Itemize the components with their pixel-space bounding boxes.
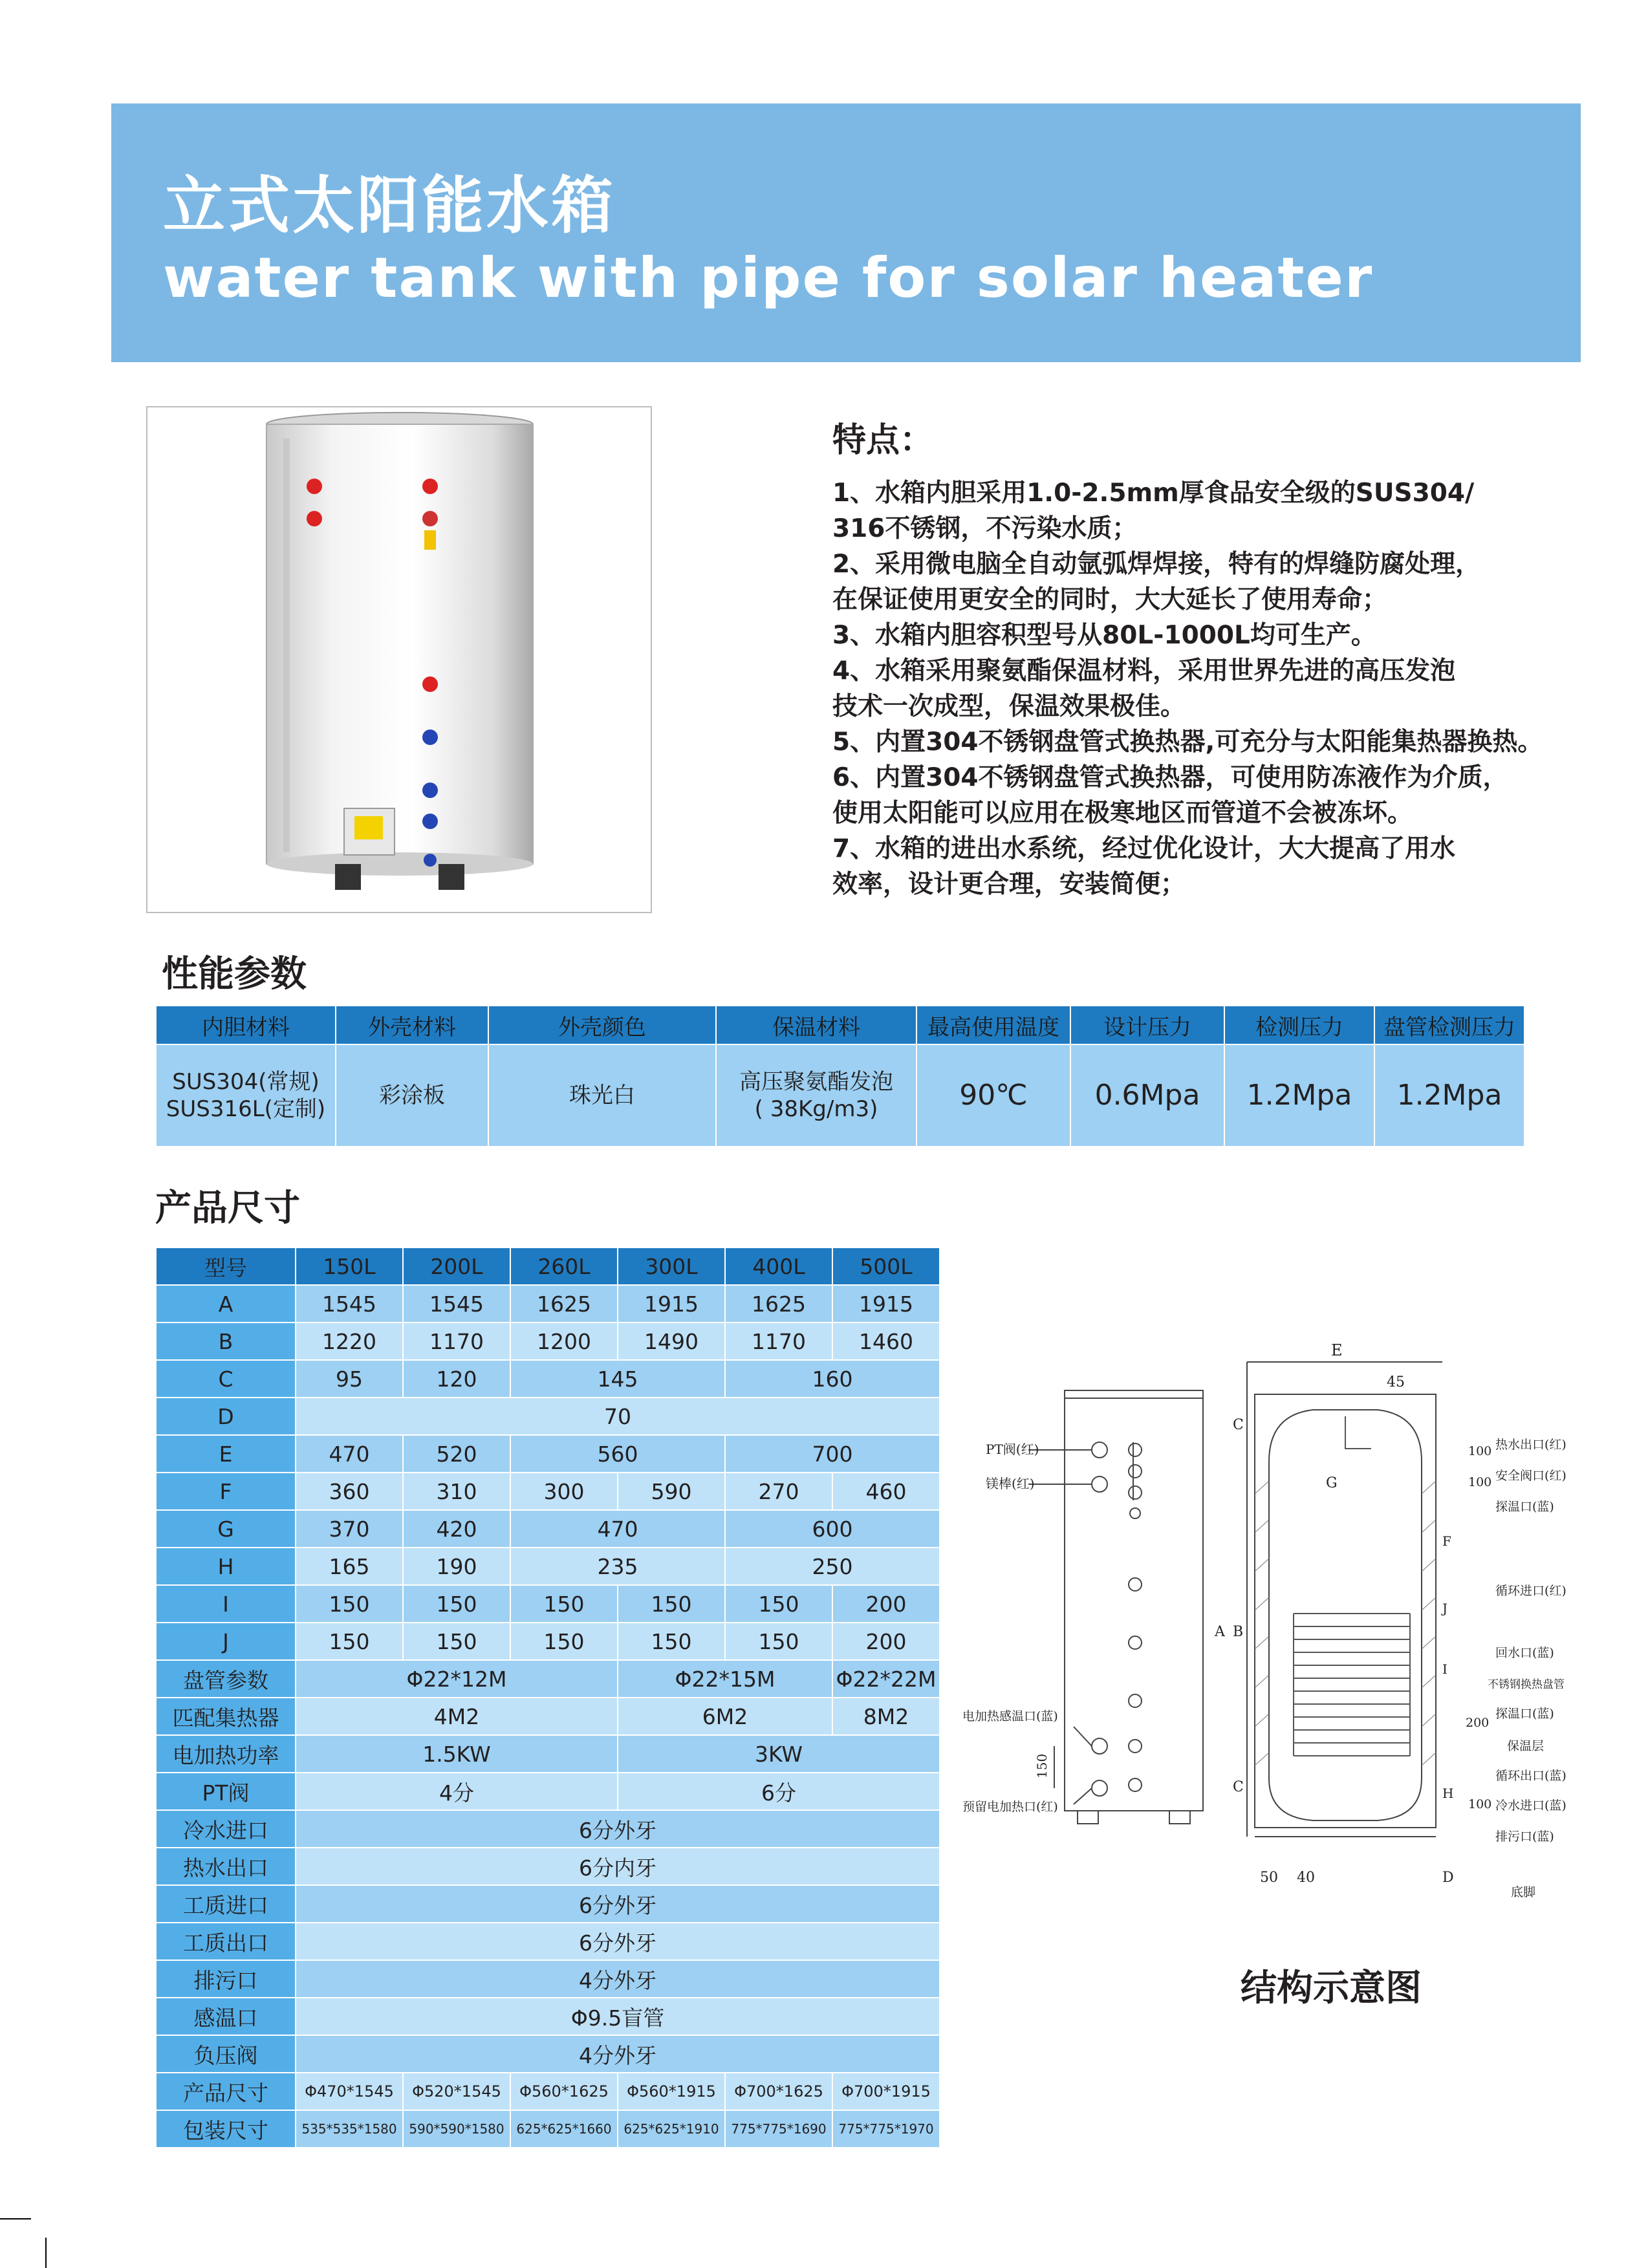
cell: 1.5KW [296, 1735, 618, 1773]
row-label: G [156, 1510, 296, 1548]
dim-row-medium-in [156, 1885, 940, 1923]
header-cell: 内胆材料 [156, 1006, 336, 1044]
cell: 150 [510, 1623, 618, 1660]
features-list [832, 475, 1628, 902]
feature-line: 316不锈钢，不污染水质； [832, 514, 1138, 543]
crop-mark [45, 2238, 47, 2268]
insulation-line: ( 38Kg/m3) [754, 1096, 878, 1122]
cell: Φ700*1915 [832, 2073, 940, 2110]
front-view-outline [1028, 1390, 1203, 1824]
cell: Φ9.5盲管 [296, 1998, 940, 2035]
label-heater-port: 预留电加热口(红) [962, 1800, 1058, 1814]
cell: Φ22*12M [296, 1660, 618, 1698]
label-foot: 底脚 [1511, 1885, 1536, 1899]
cell: 150 [510, 1585, 618, 1623]
cell: 1490 [618, 1323, 725, 1360]
cell: 270 [725, 1473, 832, 1510]
cell: 150 [403, 1585, 510, 1623]
cell: 70 [296, 1398, 940, 1435]
cell: 310 [403, 1473, 510, 1510]
label-e: E [1331, 1341, 1343, 1359]
row-label: 感温口 [156, 1998, 296, 2035]
cell: 6分外牙 [296, 1810, 940, 1848]
cell: 360 [296, 1473, 403, 1510]
cell: 470 [296, 1435, 403, 1473]
page-subtitle: water tank with pipe for solar heater [163, 246, 1374, 310]
row-label: 排污口 [156, 1960, 296, 1998]
dim-row-coil [156, 1660, 940, 1698]
dimensions-title: 产品尺寸 [155, 1187, 300, 1229]
label-hot-out: 热水出口(红) [1495, 1438, 1567, 1452]
design-pressure-cell: 0.6Mpa [1070, 1044, 1224, 1147]
inner-material-line: SUS304(常规) [172, 1069, 320, 1095]
max-temp-cell: 90℃ [916, 1044, 1070, 1147]
cell: 200 [832, 1623, 940, 1660]
row-label: F [156, 1473, 296, 1510]
cell: 150 [618, 1585, 725, 1623]
cell: 3KW [618, 1735, 940, 1773]
cell: 520 [403, 1435, 510, 1473]
section-port-labels [1488, 1438, 1567, 1899]
row-label: E [156, 1435, 296, 1473]
row-label: B [156, 1323, 296, 1360]
cell: 590*590*1580 [403, 2110, 510, 2148]
dim-row-heater [156, 1735, 940, 1773]
cell: 460 [832, 1473, 940, 1510]
dim-row-size [156, 2073, 940, 2110]
cell: 150 [725, 1623, 832, 1660]
diagram-caption: 结构示意图 [1241, 1967, 1422, 2009]
cell: 6分外牙 [296, 1885, 940, 1923]
cell: 535*535*1580 [296, 2110, 403, 2148]
feature-line: 技术一次成型，保温效果极佳。 [832, 692, 1186, 721]
dim-row-b [156, 1323, 940, 1360]
label-100-b: 100 [1468, 1475, 1492, 1489]
dim-row-collector [156, 1698, 940, 1735]
insulation-line: 高压聚氨酯发泡 [739, 1069, 893, 1095]
label-200: 200 [1466, 1716, 1490, 1730]
label-cold-in: 冷水进口(蓝) [1495, 1798, 1567, 1813]
row-label: 工质进口 [156, 1885, 296, 1923]
label-drain: 排污口(蓝) [1495, 1830, 1554, 1844]
row-label: 产品尺寸 [156, 2073, 296, 2110]
performance-table [155, 1005, 1525, 1147]
cell: 4分 [296, 1773, 618, 1810]
label-pt-valve: PT阀(红) [986, 1442, 1039, 1457]
cell: 1170 [403, 1323, 510, 1360]
dim-row-c [156, 1360, 940, 1398]
label-a: A [1215, 1624, 1225, 1640]
cell: 1915 [618, 1285, 725, 1323]
cell: 4分外牙 [296, 1960, 940, 1998]
inner-material-line: SUS316L(定制) [166, 1096, 326, 1122]
label-loop-in: 循环进口(红) [1495, 1584, 1567, 1598]
feature-line: 6、内置304不锈钢盘管式换热器，可使用防冻液作为介质， [832, 763, 1508, 792]
cell: 420 [403, 1510, 510, 1548]
water-tank-illustration [147, 407, 651, 912]
row-label: A [156, 1285, 296, 1323]
row-label: PT阀 [156, 1773, 296, 1810]
cell: 1625 [725, 1285, 832, 1323]
shell-material-cell: 彩涂板 [336, 1044, 488, 1147]
row-label: 热水出口 [156, 1848, 296, 1885]
cell: 1545 [403, 1285, 510, 1323]
cell: 1915 [832, 1285, 940, 1323]
features-title: 特点： [832, 421, 934, 460]
label-f: F [1442, 1533, 1451, 1549]
label-j: J [1442, 1601, 1448, 1616]
label-sensor-bottom: 探温口(蓝) [1495, 1707, 1554, 1721]
label-100-c: 100 [1468, 1797, 1492, 1811]
dim-row-f [156, 1473, 940, 1510]
row-label: 包装尺寸 [156, 2110, 296, 2148]
row-label: 盘管参数 [156, 1660, 296, 1698]
cell: 95 [296, 1360, 403, 1398]
performance-value-row [156, 1044, 1524, 1147]
feature-line: 效率，设计更合理，安装简便； [832, 870, 1186, 899]
cell: 700 [725, 1435, 940, 1473]
cell: 300 [510, 1473, 618, 1510]
insulation-hatch [1255, 1481, 1436, 1766]
performance-header-row [156, 1006, 1524, 1044]
header-cell: 500L [832, 1247, 940, 1285]
feature-line: 7、水箱的进出水系统，经过优化设计，大大提高了用水 [832, 834, 1456, 863]
page-title: 立式太阳能水箱 [163, 169, 616, 242]
cell: 6分 [618, 1773, 940, 1810]
cell: 775*775*1690 [725, 2110, 832, 2148]
row-label: C [156, 1360, 296, 1398]
header-cell: 盘管检测压力 [1374, 1006, 1524, 1044]
insulation-cell [716, 1044, 916, 1147]
row-label: J [156, 1623, 296, 1660]
cell: 625*625*1910 [618, 2110, 725, 2148]
cell: 1220 [296, 1323, 403, 1360]
dimensions-table [155, 1247, 940, 2148]
feature-line: 3、水箱内胆容积型号从80L-1000L均可生产。 [832, 621, 1376, 650]
dim-row-i [156, 1585, 940, 1623]
dim-row-g [156, 1510, 940, 1548]
cell: 1170 [725, 1323, 832, 1360]
header-cell: 260L [510, 1247, 618, 1285]
cell: Φ560*1915 [618, 2073, 725, 2110]
feature-line: 4、水箱采用聚氨酯保温材料，采用世界先进的高压发泡 [832, 656, 1456, 686]
cell: 250 [725, 1548, 940, 1585]
dim-row-pack [156, 2110, 940, 2148]
cell: 1625 [510, 1285, 618, 1323]
label-return: 回水口(蓝) [1495, 1646, 1554, 1660]
label-150: 150 [1034, 1753, 1050, 1778]
dim-row-sensor [156, 1998, 940, 2035]
cell: 120 [403, 1360, 510, 1398]
header-cell: 300L [618, 1247, 725, 1285]
row-label: 工质出口 [156, 1923, 296, 1960]
cell: Φ520*1545 [403, 2073, 510, 2110]
feature-line: 在保证使用更安全的同时，大大延长了使用寿命； [832, 585, 1388, 614]
feature-line: 使用太阳能可以应用在极寒地区而管道不会被冻坏。 [832, 799, 1413, 828]
label-b: B [1233, 1624, 1244, 1640]
cell: 775*775*1970 [832, 2110, 940, 2148]
row-label: 匹配集热器 [156, 1698, 296, 1735]
cell: 200 [832, 1585, 940, 1623]
cell: 470 [510, 1510, 725, 1548]
cell: Φ470*1545 [296, 2073, 403, 2110]
cell: 4分外牙 [296, 2035, 940, 2073]
cell: 6分外牙 [296, 1923, 940, 1960]
cell: 6M2 [618, 1698, 832, 1735]
cell: 165 [296, 1548, 403, 1585]
label-d: D [1442, 1870, 1454, 1886]
heat-exchanger-coil [1294, 1416, 1410, 1756]
header-cell: 最高使用温度 [916, 1006, 1070, 1044]
header-cell: 保温材料 [716, 1006, 916, 1044]
cell: Φ560*1625 [510, 2073, 618, 2110]
product-photo [146, 406, 652, 913]
dim-header-row [156, 1247, 940, 1285]
row-label: 冷水进口 [156, 1810, 296, 1848]
dim-row-d [156, 1398, 940, 1435]
label-50: 50 [1260, 1870, 1278, 1886]
row-label: D [156, 1398, 296, 1435]
cell: 625*625*1660 [510, 2110, 618, 2148]
cell: 4M2 [296, 1698, 618, 1735]
row-label: 电加热功率 [156, 1735, 296, 1773]
cell: 1545 [296, 1285, 403, 1323]
label-insulation: 保温层 [1507, 1739, 1545, 1753]
label-coil: 不锈钢换热盘管 [1488, 1678, 1565, 1691]
label-safety-valve: 安全阀口(红) [1495, 1469, 1567, 1483]
cell: 160 [725, 1360, 940, 1398]
inner-material-cell [156, 1044, 336, 1147]
dim-row-vacuum [156, 2035, 940, 2073]
cell: Φ700*1625 [725, 2073, 832, 2110]
coil-test-pressure-cell: 1.2Mpa [1374, 1044, 1524, 1147]
label-c-bottom: C [1233, 1779, 1244, 1795]
header-cell: 外壳材料 [336, 1006, 488, 1044]
shell-color-cell: 珠光白 [488, 1044, 716, 1147]
row-label: I [156, 1585, 296, 1623]
header-cell: 200L [403, 1247, 510, 1285]
label-45: 45 [1387, 1374, 1405, 1390]
header-cell: 型号 [156, 1247, 296, 1285]
label-g: G [1326, 1475, 1338, 1491]
cell: 6分内牙 [296, 1848, 940, 1885]
dim-row-a [156, 1285, 940, 1323]
cell: 600 [725, 1510, 940, 1548]
cell: 150 [725, 1585, 832, 1623]
crop-mark [0, 2218, 31, 2219]
cell: Φ22*15M [618, 1660, 832, 1698]
label-h: H [1442, 1786, 1454, 1801]
cell: 190 [403, 1548, 510, 1585]
label-loop-out: 循环出口(蓝) [1495, 1769, 1567, 1783]
cell: 150 [618, 1623, 725, 1660]
cell: 150 [403, 1623, 510, 1660]
feature-line: 1、水箱内胆采用1.0-2.5mm厚食品安全级的SUS304/ [832, 479, 1475, 508]
row-label: 负压阀 [156, 2035, 296, 2073]
row-label: H [156, 1548, 296, 1585]
cell: 370 [296, 1510, 403, 1548]
label-100-a: 100 [1468, 1444, 1492, 1458]
dim-row-cold-in [156, 1810, 940, 1848]
performance-title: 性能参数 [162, 953, 307, 995]
dim-row-h [156, 1548, 940, 1585]
header-cell: 检测压力 [1224, 1006, 1374, 1044]
dim-row-drain [156, 1960, 940, 1998]
structure-diagram [951, 1300, 1636, 1921]
header-cell: 150L [296, 1247, 403, 1285]
label-heater-sensor: 电加热感温口(蓝) [962, 1709, 1058, 1723]
dim-row-medium-out [156, 1923, 940, 1960]
cell: 590 [618, 1473, 725, 1510]
dim-row-j [156, 1623, 940, 1660]
dim-row-pt [156, 1773, 940, 1810]
cell: 145 [510, 1360, 725, 1398]
dim-row-hot-out [156, 1848, 940, 1885]
dim-row-e [156, 1435, 940, 1473]
feature-line: 2、采用微电脑全自动氩弧焊焊接，特有的焊缝防腐处理， [832, 550, 1481, 579]
header-cell: 设计压力 [1070, 1006, 1224, 1044]
cell: 8M2 [832, 1698, 940, 1735]
label-i: I [1442, 1661, 1447, 1677]
header-cell: 400L [725, 1247, 832, 1285]
cell: Φ22*22M [832, 1660, 940, 1698]
test-pressure-cell: 1.2Mpa [1224, 1044, 1374, 1147]
cell: 1200 [510, 1323, 618, 1360]
cell: 150 [296, 1623, 403, 1660]
label-c-top: C [1233, 1417, 1244, 1433]
feature-line: 5、内置304不锈钢盘管式换热器,可充分与太阳能集热器换热。 [832, 728, 1543, 757]
cell: 560 [510, 1435, 725, 1473]
label-sensor-top: 探温口(蓝) [1495, 1500, 1554, 1514]
cell: 1460 [832, 1323, 940, 1360]
label-anode: 镁棒(红) [986, 1476, 1035, 1491]
cell: 235 [510, 1548, 725, 1585]
label-40: 40 [1297, 1870, 1315, 1886]
header-cell: 外壳颜色 [488, 1006, 716, 1044]
cell: 150 [296, 1585, 403, 1623]
header-banner [111, 103, 1581, 362]
